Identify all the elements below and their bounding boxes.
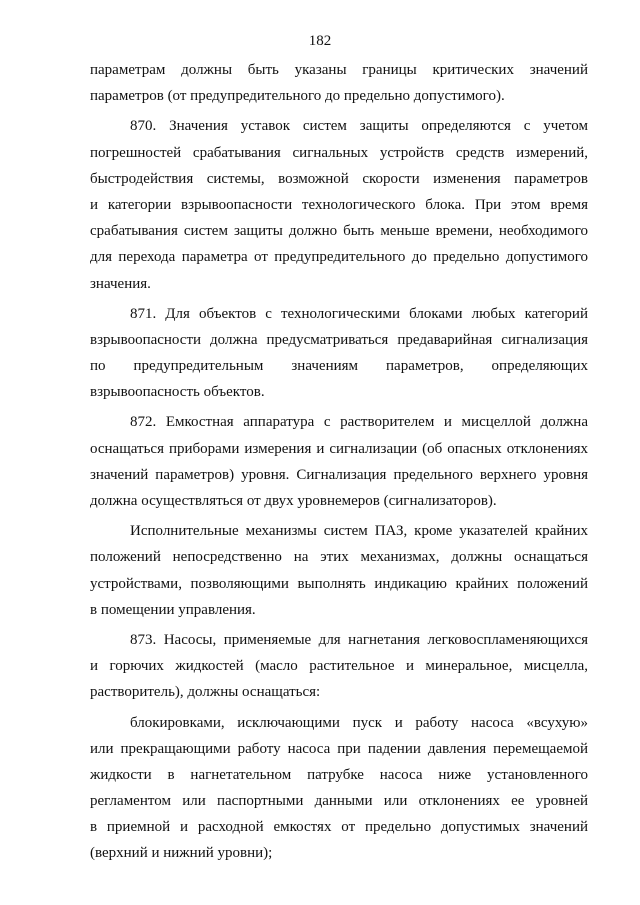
- text-line: параметрам должны быть указаны границы критических значений: [90, 62, 588, 78]
- text-line: растворитель), должны оснащаться:: [90, 684, 321, 701]
- text-line: положений непосредственно на этих механизмах, должны оснащаться: [90, 549, 588, 566]
- text-line: в приемной и расходной емкостях от предельно допустимых значений: [90, 819, 588, 836]
- text-line: и категории взрывоопасности технологического блока. При этом время: [90, 196, 588, 213]
- text-line: Исполнительные механизмы систем ПАЗ, кроме указателей крайних: [130, 523, 588, 540]
- text-line: 871. Для объектов с технологическими блоками любых категорий: [130, 305, 588, 322]
- text-line: регламентом или паспортными данными или отклонениях ее уровней: [90, 793, 588, 810]
- text-line: блокировками, исключающими пуск и работу насоса «всухую»: [130, 714, 588, 731]
- paragraph-continuation: [90, 57, 588, 109]
- text-line: в помещении управления.: [90, 601, 256, 618]
- text-line: или прекращающими работу насоса при падении давления перемещаемой: [90, 740, 588, 757]
- paragraph-870: [90, 113, 588, 296]
- text-line: значения.: [90, 275, 151, 292]
- text-line: срабатывания систем защиты должно быть меньше времени, необходимого: [90, 223, 588, 240]
- text-line: быстродействия системы, возможной скорости изменения параметров: [90, 170, 588, 187]
- text-line: погрешностей срабатывания сигнальных устройств средств измерений,: [90, 144, 588, 161]
- text-line: взрывоопасности должна предусматриваться предаварийная сигнализация: [90, 331, 588, 348]
- text-line: для перехода параметра от предупредительного до предельно допустимого: [90, 249, 588, 266]
- text-line: 873. Насосы, применяемые для нагнетания легковоспламеняющихся: [130, 631, 588, 648]
- text-line: (верхний и нижний уровни);: [90, 845, 273, 862]
- text-line: параметров (от предупредительного до предельно допустимого).: [90, 88, 505, 105]
- document-body: [90, 57, 588, 867]
- paragraph-873-interlocks: [90, 710, 588, 867]
- text-line: 870. Значения уставок систем защиты определяются с учетом: [130, 118, 588, 135]
- paragraph-872: [90, 409, 588, 514]
- paragraph-872-actuators: [90, 518, 588, 623]
- text-line: по предупредительным значениям параметров, определяющих: [90, 358, 588, 375]
- text-line: и горючих жидкостей (масло растительное и минеральное, мисцелла,: [90, 658, 588, 675]
- text-line: устройствами, позволяющими выполнять индикацию крайних положений: [90, 575, 588, 592]
- paragraph-871: [90, 301, 588, 406]
- page-number: 182: [308, 33, 332, 49]
- text-line: 872. Емкостная аппаратура с растворителем и мисцеллой должна: [130, 414, 588, 431]
- text-line: должна осуществляться от двух уровнемеров (сигнализаторов).: [90, 493, 497, 509]
- text-line: взрывоопасность объектов.: [90, 384, 265, 401]
- text-line: значений параметров) уровня. Сигнализация предельного верхнего уровня: [90, 466, 588, 483]
- text-line: жидкости в нагнетательном патрубке насоса ниже установленного: [90, 766, 588, 783]
- text-line: оснащаться приборами измерения и сигнализации (об опасных отклонениях: [90, 440, 588, 457]
- paragraph-873: [90, 627, 588, 706]
